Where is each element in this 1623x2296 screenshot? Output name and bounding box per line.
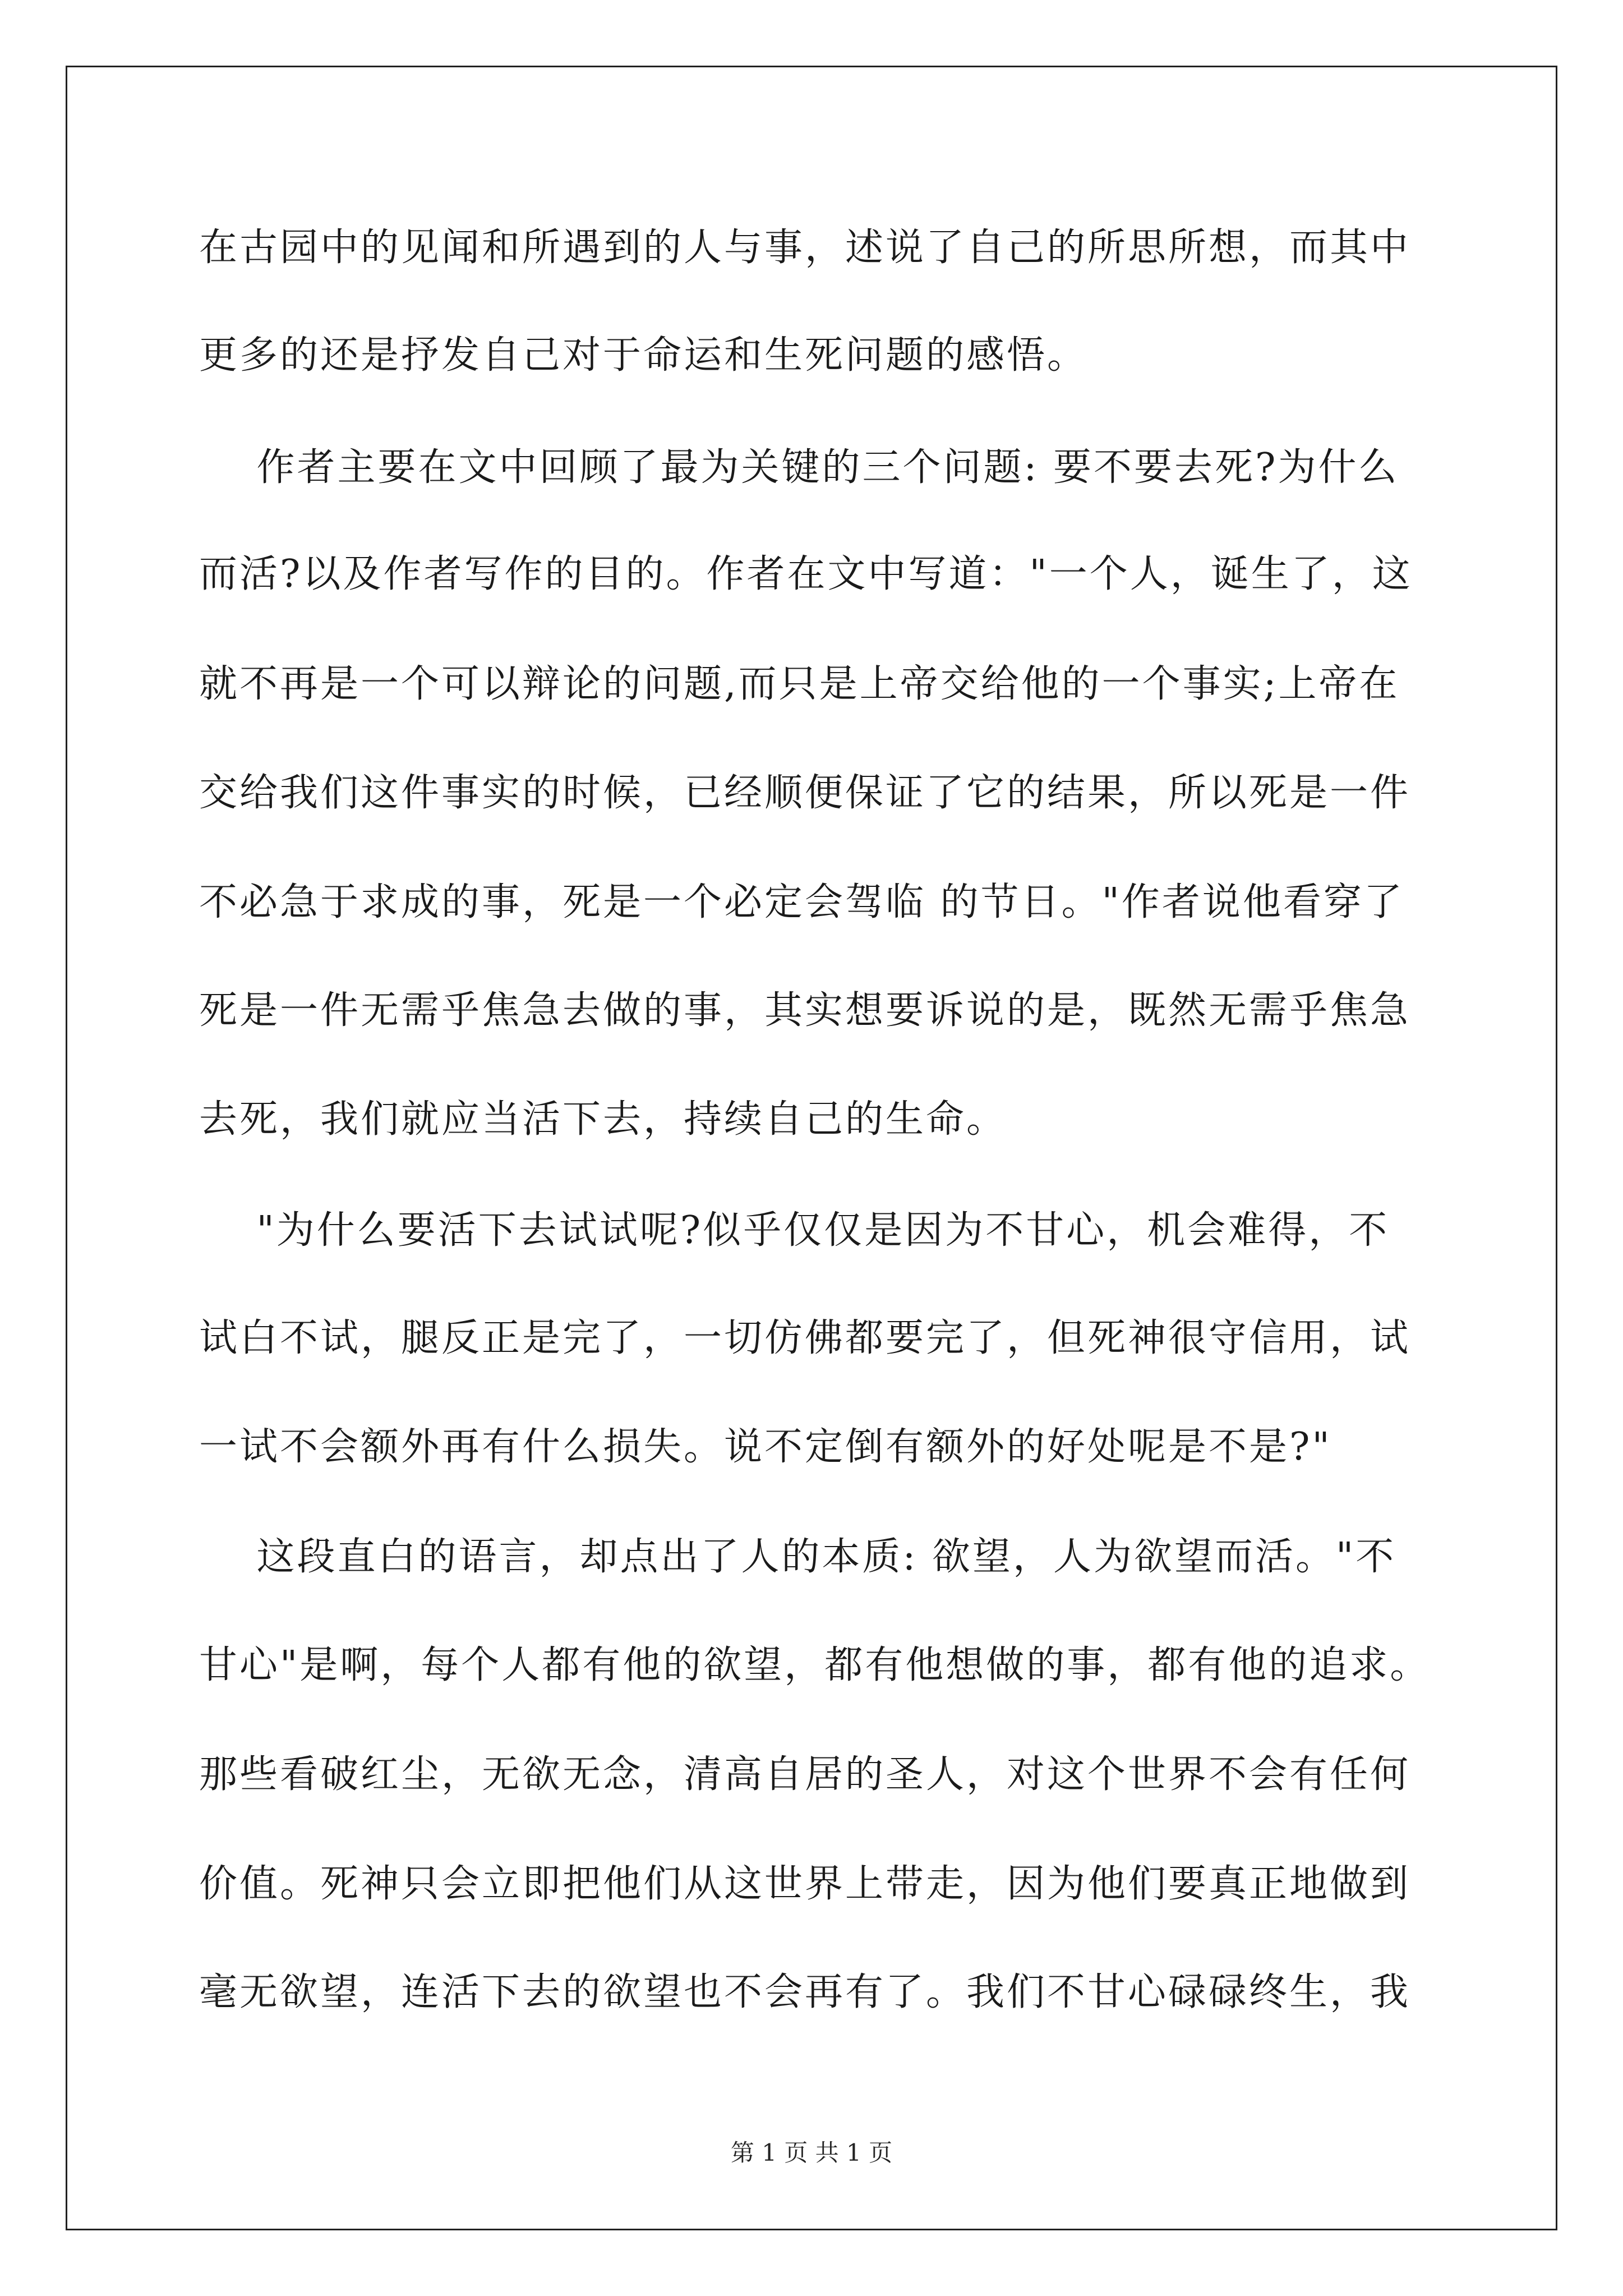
text-line: 这段直白的语言，却点出了人的本质: 欲望，人为欲望而活。"不 bbox=[199, 1535, 1396, 1579]
text-line: 交给我们这件事实的时候，已经顺便保证了它的结果，所以死是一件 bbox=[199, 771, 1411, 815]
page-number-footer: 第 1 页 共 1 页 bbox=[730, 2139, 893, 2166]
text-line: 试白不试，腿反正是完了，一切仿佛都要完了，但死神很守信用，试 bbox=[199, 1316, 1411, 1360]
text-line: 去死，我们就应当活下去，持续自己的生命。 bbox=[199, 1097, 1007, 1142]
text-line: 那些看破红尘，无欲无念，清高自居的圣人，对这个世界不会有任何 bbox=[199, 1752, 1411, 1797]
text-line: 不必急于求成的事，死是一个必定会驾临 的节日。"作者说他看穿了 bbox=[199, 880, 1404, 924]
text-line: 就不再是一个可以辩论的问题,而只是上帝交给他的一个事实;上帝在 bbox=[199, 662, 1400, 706]
text-line: 毫无欲望，连活下去的欲望也不会再有了。我们不甘心碌碌终生，我 bbox=[199, 1970, 1411, 2014]
text-line: 甘心"是啊，每个人都有他的欲望，都有他想做的事，都有他的追求。 bbox=[199, 1643, 1431, 1687]
text-line: 更多的还是抒发自己对于命运和生死问题的感悟。 bbox=[199, 333, 1088, 378]
text-line: 作者主要在文中回顾了最为关键的三个问题: 要不要去死?为什么 bbox=[199, 445, 1399, 490]
text-line: 价值。死神只会立即把他们从这世界上带走，因为他们要真正地做到 bbox=[199, 1862, 1411, 1906]
text-line: 在古园中的见闻和所遇到的人与事，述说了自己的所思所想，而其中 bbox=[199, 226, 1411, 270]
text-line: 死是一件无需乎焦急去做的事，其实想要诉说的是，既然无需乎焦急 bbox=[199, 988, 1411, 1033]
text-line: 而活?以及作者写作的目的。作者在文中写道："一个人，诞生了，这 bbox=[199, 552, 1413, 596]
text-line: "为什么要活下去试试呢?似乎仅仅是因为不甘心，机会难得，不 bbox=[199, 1208, 1390, 1253]
text-line: 一试不会额外再有什么损失。说不定倒有额外的好处呢是不是?" bbox=[199, 1425, 1332, 1469]
